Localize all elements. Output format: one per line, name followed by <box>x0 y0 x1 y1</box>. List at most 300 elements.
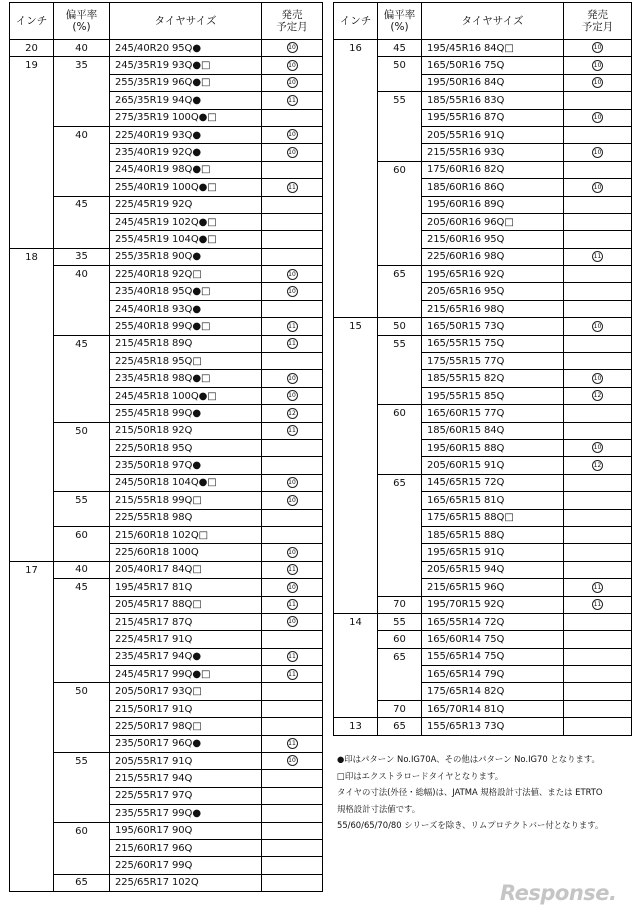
tire-size-cell: 235/50R17 96Q● <box>110 735 262 752</box>
release-month-cell <box>564 213 632 230</box>
tire-size-cell: 185/65R15 88Q <box>422 526 564 543</box>
release-month-cell <box>262 405 323 422</box>
tire-size-cell: 165/60R15 77Q <box>422 405 564 422</box>
inch-cell <box>334 196 378 213</box>
inch-cell <box>10 544 54 561</box>
release-month-cell <box>564 161 632 178</box>
inch-cell <box>334 474 378 491</box>
release-month-cell <box>262 370 323 387</box>
inch-cell <box>10 666 54 683</box>
release-month-cell <box>262 474 323 491</box>
release-month-cell <box>262 648 323 665</box>
release-month-cell <box>564 422 632 439</box>
flatness-cell <box>378 492 422 509</box>
flatness-cell <box>54 509 110 526</box>
inch-cell <box>10 422 54 439</box>
flatness-cell: 35 <box>54 57 110 74</box>
table-row <box>334 335 632 352</box>
release-month-cell <box>564 387 632 404</box>
footnote: ●印はパターン No.IG70A、その他はパターン No.IG70 となります。 <box>337 754 600 764</box>
release-header <box>262 3 323 40</box>
flatness-cell <box>54 666 110 683</box>
flatness-cell: 45 <box>54 335 110 352</box>
release-month-cell <box>262 596 323 613</box>
release-month-cell <box>564 474 632 491</box>
tire-size-cell: 195/60R17 90Q <box>110 822 262 839</box>
release-month-badge: 11 <box>288 740 296 748</box>
inch-cell <box>10 144 54 161</box>
table-row <box>334 144 632 161</box>
table-row <box>334 579 632 596</box>
tire-size-cell: 245/35R19 93Q●□ <box>110 57 262 74</box>
table-row <box>10 57 323 74</box>
flatness-cell <box>54 805 110 822</box>
table-row <box>10 335 323 352</box>
flatness-cell <box>378 144 422 161</box>
inch-cell <box>10 683 54 700</box>
release-month-badge: 11 <box>288 600 296 608</box>
release-month-cell <box>262 179 323 196</box>
tire-size-cell: 165/65R15 81Q <box>422 492 564 509</box>
tire-size-cell: 185/60R15 84Q <box>422 422 564 439</box>
table-row <box>10 74 323 91</box>
flatness-header <box>54 3 110 40</box>
release-month-cell <box>564 718 632 735</box>
flatness-cell: 50 <box>54 422 110 439</box>
inch-cell <box>334 92 378 109</box>
footnotes <box>337 751 637 834</box>
tire-size-cell: 195/55R15 85Q <box>422 387 564 404</box>
table-row <box>334 474 632 491</box>
release-month-cell <box>564 526 632 543</box>
tire-size-cell: 215/60R17 96Q <box>110 839 262 856</box>
inch-cell <box>334 179 378 196</box>
tire-size-cell: 215/65R16 98Q <box>422 300 564 317</box>
footnote: タイヤの寸法(外径・総幅)は、JATMA 規格設計寸法値、または ETRTO <box>337 787 603 797</box>
release-month-cell <box>262 335 323 352</box>
table-row <box>334 596 632 613</box>
tire-size-cell: 225/55R18 98Q <box>110 509 262 526</box>
release-month-cell <box>564 283 632 300</box>
flatness-cell <box>54 770 110 787</box>
table-row <box>10 457 323 474</box>
flatness-cell: 65 <box>54 874 110 891</box>
table-body-right <box>334 40 632 736</box>
inch-cell <box>10 613 54 630</box>
flatness-cell <box>54 300 110 317</box>
table-row <box>334 439 632 456</box>
inch-cell <box>334 579 378 596</box>
flatness-cell <box>378 283 422 300</box>
table-row <box>10 196 323 213</box>
release-month-badge: 10 <box>593 444 602 452</box>
tire-size-cell: 275/35R19 100Q●□ <box>110 109 262 126</box>
inch-cell <box>10 700 54 717</box>
inch-cell <box>334 109 378 126</box>
release-month-cell <box>262 283 323 300</box>
tire-size-cell: 205/45R17 88Q□ <box>110 596 262 613</box>
table-row <box>10 161 323 178</box>
tire-size-cell: 245/45R17 99Q●□ <box>110 666 262 683</box>
release-month-badge: 10 <box>288 374 296 382</box>
table-row <box>334 666 632 683</box>
flatness-cell <box>378 126 422 143</box>
table-row <box>334 74 632 91</box>
release-month-cell <box>564 439 632 456</box>
release-month-cell <box>564 196 632 213</box>
flatness-cell: 70 <box>378 700 422 717</box>
table-row <box>334 457 632 474</box>
inch-cell <box>10 648 54 665</box>
flatness-cell <box>378 300 422 317</box>
inch-cell <box>10 631 54 648</box>
flatness-cell: 45 <box>54 579 110 596</box>
release-month-badge: 11 <box>593 600 602 608</box>
flatness-cell <box>378 544 422 561</box>
flatness-cell <box>54 179 110 196</box>
table-row <box>334 300 632 317</box>
tire-size-cell: 215/60R16 95Q <box>422 231 564 248</box>
release-month-cell <box>262 353 323 370</box>
inch-cell <box>10 526 54 543</box>
table-row <box>334 92 632 109</box>
release-month-badge: 10 <box>288 287 296 295</box>
flatness-cell <box>54 596 110 613</box>
tire-size-cell: 175/60R16 82Q <box>422 161 564 178</box>
release-month-badge: 10 <box>593 79 602 87</box>
release-month-cell <box>262 735 323 752</box>
release-month-badge: 12 <box>593 461 602 469</box>
flatness-cell: 65 <box>378 474 422 491</box>
tire-size-cell: 215/50R18 92Q <box>110 422 262 439</box>
tire-size-cell: 205/55R16 91Q <box>422 126 564 143</box>
release-month-badge: 10 <box>288 757 296 765</box>
release-month-badge: 10 <box>288 618 296 626</box>
table-row <box>334 683 632 700</box>
flatness-cell <box>54 405 110 422</box>
release-month-cell <box>262 248 323 265</box>
release-month-badge: 11 <box>288 340 296 348</box>
flatness-header-text: 偏平率 (%) <box>383 9 416 33</box>
tire-size-cell: 225/40R18 92Q□ <box>110 266 262 283</box>
table-row <box>334 266 632 283</box>
table-row <box>10 179 323 196</box>
inch-cell: 17 <box>10 561 54 578</box>
flatness-cell <box>54 231 110 248</box>
release-month-cell <box>564 353 632 370</box>
table-row <box>10 492 323 509</box>
release-month-cell <box>262 231 323 248</box>
flatness-cell <box>54 839 110 856</box>
flatness-cell: 60 <box>54 526 110 543</box>
release-month-badge: 11 <box>288 653 296 661</box>
release-month-badge: 11 <box>593 253 602 261</box>
flatness-cell <box>378 683 422 700</box>
flatness-cell <box>54 857 110 874</box>
inch-cell <box>334 370 378 387</box>
flatness-cell <box>378 666 422 683</box>
flatness-cell: 40 <box>54 126 110 143</box>
release-month-badge: 11 <box>288 96 296 104</box>
release-month-cell <box>262 526 323 543</box>
flatness-cell: 55 <box>378 335 422 352</box>
table-row <box>334 387 632 404</box>
flatness-cell <box>378 248 422 265</box>
flatness-cell <box>378 387 422 404</box>
flatness-cell <box>54 109 110 126</box>
tire-size-cell: 165/70R14 81Q <box>422 700 564 717</box>
tire-size-cell: 175/65R15 88Q□ <box>422 509 564 526</box>
release-month-badge: 10 <box>593 148 602 156</box>
release-month-badge: 11 <box>288 183 296 191</box>
tire-size-cell: 185/55R16 83Q <box>422 92 564 109</box>
inch-cell <box>10 353 54 370</box>
table-row <box>334 561 632 578</box>
release-month-cell <box>262 457 323 474</box>
release-month-badge: 10 <box>593 61 602 69</box>
inch-cell <box>334 457 378 474</box>
flatness-cell <box>378 526 422 543</box>
flatness-cell <box>378 353 422 370</box>
tire-size-cell: 245/45R18 100Q●□ <box>110 387 262 404</box>
inch-cell <box>10 839 54 856</box>
flatness-cell <box>54 631 110 648</box>
release-month-badge: 11 <box>288 566 296 574</box>
flatness-cell: 55 <box>54 753 110 770</box>
release-month-cell <box>564 492 632 509</box>
table-row <box>10 544 323 561</box>
release-month-cell <box>564 40 632 57</box>
flatness-header-text: 偏平率 (%) <box>65 9 98 33</box>
inch-cell <box>10 509 54 526</box>
release-month-badge: 10 <box>288 392 296 400</box>
table-row <box>10 439 323 456</box>
tire-size-cell: 205/65R15 94Q <box>422 561 564 578</box>
flatness-cell <box>378 439 422 456</box>
inch-cell <box>334 492 378 509</box>
tire-size-cell: 215/65R15 96Q <box>422 579 564 596</box>
flatness-cell: 60 <box>378 631 422 648</box>
table-row <box>10 596 323 613</box>
flatness-cell: 50 <box>54 683 110 700</box>
inch-cell <box>334 126 378 143</box>
release-month-cell <box>262 300 323 317</box>
tire-size-cell: 225/45R17 91Q <box>110 631 262 648</box>
table-row <box>334 57 632 74</box>
release-month-badge: 10 <box>288 79 296 87</box>
tire-size-cell: 205/65R16 95Q <box>422 283 564 300</box>
flatness-cell <box>54 283 110 300</box>
release-month-cell <box>564 561 632 578</box>
inch-cell: 16 <box>334 40 378 57</box>
inch-cell <box>10 805 54 822</box>
tire-size-cell: 185/55R15 82Q <box>422 370 564 387</box>
tire-size-cell: 195/70R15 92Q <box>422 596 564 613</box>
release-month-cell <box>262 579 323 596</box>
tire-size-cell: 225/60R16 98Q <box>422 248 564 265</box>
release-month-cell <box>262 857 323 874</box>
release-month-cell <box>262 561 323 578</box>
release-header-text: 発売 予定月 <box>276 9 308 33</box>
inch-cell <box>334 213 378 230</box>
table-row <box>334 509 632 526</box>
tire-size-cell: 225/55R17 97Q <box>110 787 262 804</box>
table-row <box>10 666 323 683</box>
inch-cell <box>334 57 378 74</box>
inch-cell <box>10 596 54 613</box>
release-month-cell <box>564 266 632 283</box>
inch-cell <box>334 509 378 526</box>
flatness-cell: 40 <box>54 40 110 57</box>
release-month-cell <box>564 300 632 317</box>
release-month-badge: 10 <box>288 496 296 504</box>
flatness-cell <box>378 457 422 474</box>
table-row <box>334 231 632 248</box>
tire-size-cell: 225/45R18 95Q□ <box>110 353 262 370</box>
table-row <box>334 283 632 300</box>
inch-cell <box>334 648 378 665</box>
flatness-cell: 65 <box>378 648 422 665</box>
inch-cell <box>10 457 54 474</box>
inch-cell <box>10 874 54 891</box>
inch-header: インチ <box>10 3 54 40</box>
tire-size-cell: 225/50R18 95Q <box>110 439 262 456</box>
tire-size-cell: 245/40R19 98Q●□ <box>110 161 262 178</box>
tire-size-cell: 215/45R17 87Q <box>110 613 262 630</box>
inch-cell <box>10 74 54 91</box>
table-row <box>334 405 632 422</box>
inch-cell <box>334 439 378 456</box>
table-row <box>10 474 323 491</box>
table-row <box>334 613 632 630</box>
tire-size-cell: 165/65R14 79Q <box>422 666 564 683</box>
tire-size-cell: 175/55R15 77Q <box>422 353 564 370</box>
table-row <box>10 92 323 109</box>
release-month-cell <box>262 161 323 178</box>
tire-size-cell: 255/35R18 90Q● <box>110 248 262 265</box>
size-header: タイヤサイズ <box>110 3 262 40</box>
table-row <box>10 857 323 874</box>
table-row <box>334 526 632 543</box>
flatness-cell <box>378 213 422 230</box>
release-month-cell <box>564 126 632 143</box>
inch-cell <box>10 387 54 404</box>
flatness-cell <box>378 74 422 91</box>
tire-size-cell: 245/40R18 93Q● <box>110 300 262 317</box>
tire-size-cell: 215/55R16 93Q <box>422 144 564 161</box>
release-header <box>564 3 632 40</box>
inch-cell <box>334 231 378 248</box>
table-row <box>10 422 323 439</box>
release-month-cell <box>564 92 632 109</box>
table-row <box>10 387 323 404</box>
inch-cell <box>10 822 54 839</box>
release-month-cell <box>564 144 632 161</box>
table-row <box>10 683 323 700</box>
flatness-cell <box>54 648 110 665</box>
release-month-cell <box>262 839 323 856</box>
release-month-cell <box>262 40 323 57</box>
release-month-cell <box>262 387 323 404</box>
flatness-cell <box>378 370 422 387</box>
flatness-cell <box>54 144 110 161</box>
flatness-cell <box>54 92 110 109</box>
tire-size-cell: 215/45R18 89Q <box>110 335 262 352</box>
release-month-cell <box>564 370 632 387</box>
inch-cell <box>334 335 378 352</box>
inch-cell <box>10 318 54 335</box>
inch-cell <box>334 161 378 178</box>
inch-cell <box>10 161 54 178</box>
inch-cell <box>334 300 378 317</box>
table-row <box>10 353 323 370</box>
table-row <box>334 492 632 509</box>
release-month-badge: 12 <box>593 392 602 400</box>
flatness-cell: 55 <box>54 492 110 509</box>
table-row <box>334 179 632 196</box>
size-header: タイヤサイズ <box>422 3 564 40</box>
table-row <box>10 822 323 839</box>
tire-size-cell: 255/45R18 99Q● <box>110 405 262 422</box>
tire-size-cell: 195/60R15 88Q <box>422 439 564 456</box>
tire-size-cell: 255/45R19 104Q●□ <box>110 231 262 248</box>
release-month-cell <box>262 613 323 630</box>
table-row <box>10 40 323 57</box>
table-row <box>334 370 632 387</box>
flatness-cell: 45 <box>54 196 110 213</box>
table-row <box>10 248 323 265</box>
tire-size-table-left <box>9 2 323 892</box>
table-row <box>10 370 323 387</box>
table-row <box>334 196 632 213</box>
release-month-badge: 10 <box>288 131 296 139</box>
inch-cell <box>334 144 378 161</box>
tire-size-cell: 245/40R20 95Q● <box>110 40 262 57</box>
tire-size-cell: 225/50R17 98Q□ <box>110 718 262 735</box>
inch-cell <box>334 683 378 700</box>
table-row <box>10 109 323 126</box>
table-row <box>334 648 632 665</box>
tire-size-cell: 195/45R17 81Q <box>110 579 262 596</box>
table-row <box>334 544 632 561</box>
table-row <box>334 318 632 335</box>
tire-size-cell: 165/50R16 75Q <box>422 57 564 74</box>
release-month-badge: 12 <box>288 409 296 417</box>
tire-size-cell: 225/40R19 93Q● <box>110 126 262 143</box>
table-row <box>10 874 323 891</box>
release-month-cell <box>262 439 323 456</box>
release-month-cell <box>262 544 323 561</box>
inch-cell <box>334 248 378 265</box>
inch-cell <box>10 196 54 213</box>
tire-size-cell: 165/55R15 75Q <box>422 335 564 352</box>
table-row <box>10 770 323 787</box>
tire-size-cell: 215/55R17 94Q <box>110 770 262 787</box>
release-month-cell <box>262 874 323 891</box>
release-month-cell <box>564 579 632 596</box>
table-row <box>10 266 323 283</box>
inch-cell <box>334 666 378 683</box>
release-month-badge: 10 <box>288 44 296 52</box>
release-month-cell <box>564 683 632 700</box>
inch-cell <box>334 405 378 422</box>
inch-cell <box>10 370 54 387</box>
inch-cell <box>10 92 54 109</box>
release-month-cell <box>564 57 632 74</box>
flatness-cell: 60 <box>54 822 110 839</box>
tire-size-cell: 155/65R13 73Q <box>422 718 564 735</box>
release-month-badge: 10 <box>593 44 602 52</box>
